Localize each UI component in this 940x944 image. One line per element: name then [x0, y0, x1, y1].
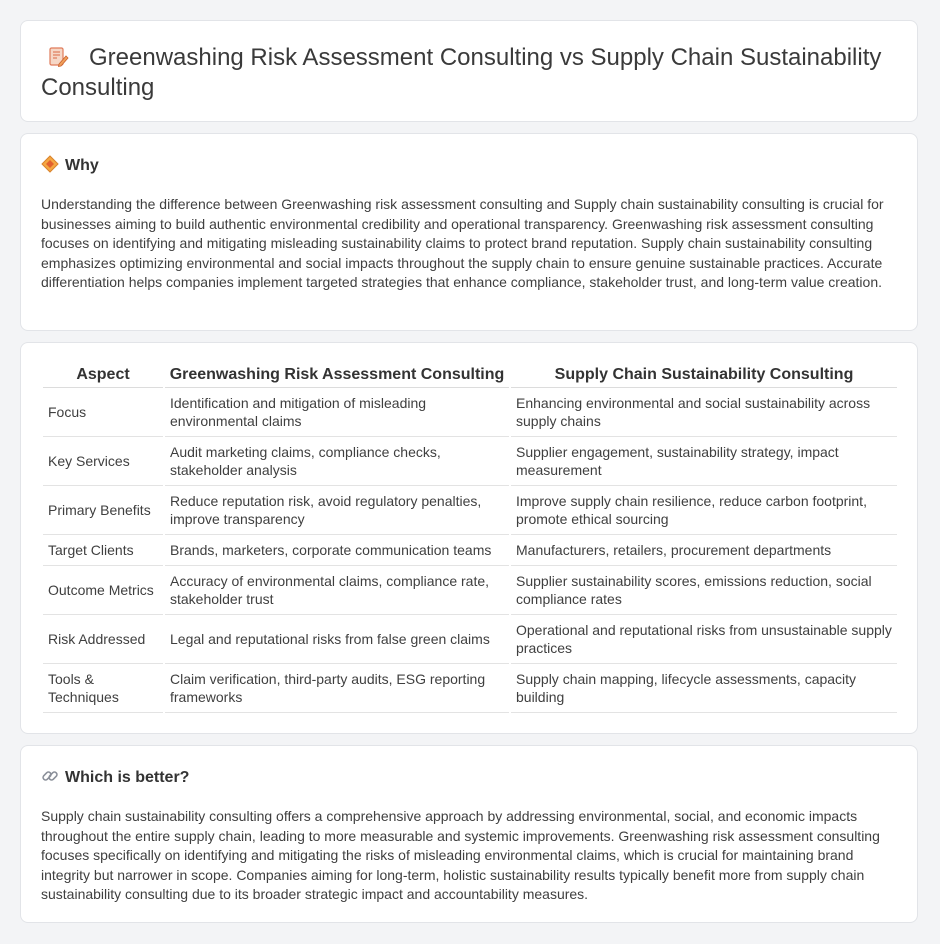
table-row	[43, 615, 897, 664]
table-row	[43, 535, 897, 566]
page-title-wrap	[41, 43, 901, 103]
row-aspect: Key Services	[43, 437, 163, 486]
memo-icon	[47, 46, 69, 68]
why-card	[20, 133, 918, 331]
row-greenwashing: Identification and mitigation of misleading environmental claims	[165, 388, 509, 437]
row-aspect: Target Clients	[43, 535, 163, 566]
which-better-card	[20, 745, 918, 923]
header-supply-chain: Supply Chain Sustainability Consulting	[511, 363, 897, 388]
row-greenwashing: Legal and reputational risks from false green claims	[165, 615, 509, 664]
row-greenwashing: Claim verification, third-party audits, ESG reporting frameworks	[165, 664, 509, 713]
page-title: Greenwashing Risk Assessment Consulting vs Supply Chain Sustainability Consulting	[41, 44, 882, 101]
table-header-row	[43, 363, 897, 388]
row-supply-chain: Manufacturers, retailers, procurement departments	[511, 535, 897, 566]
table-row	[43, 388, 897, 437]
why-heading	[41, 155, 99, 176]
row-supply-chain: Supplier engagement, sustainability strategy, impact measurement	[511, 437, 897, 486]
table-row	[43, 566, 897, 615]
row-aspect: Risk Addressed	[43, 615, 163, 664]
table-row	[43, 437, 897, 486]
title-card	[20, 20, 918, 122]
row-aspect: Focus	[43, 388, 163, 437]
better-heading	[41, 767, 189, 788]
row-greenwashing: Accuracy of environmental claims, compliance rate, stakeholder trust	[165, 566, 509, 615]
why-text: Understanding the difference between Greenwashing risk assessment consulting and Supply chain sustainability consulting is crucial for businesses aiming to build authentic environmental credibility and operational transparency. Greenwashing risk assessment consulting focuses on identifying and mitigating misleading sustainability claims to protect brand reputation. Supply chain sustainability consulting emphasizes optimizing environmental and social impacts throughout the supply chain to ensure genuine sustainable practices. Accurate differentiation helps companies implement targeted strategies that enhance compliance, stakeholder trust, and long-term value creation.	[41, 196, 884, 290]
row-aspect: Tools & Techniques	[43, 664, 163, 713]
link-icon	[41, 767, 59, 785]
row-supply-chain: Enhancing environmental and social sustainability across supply chains	[511, 388, 897, 437]
row-supply-chain: Improve supply chain resilience, reduce carbon footprint, promote ethical sourcing	[511, 486, 897, 535]
row-supply-chain: Operational and reputational risks from unsustainable supply practices	[511, 615, 897, 664]
why-heading-text: Why	[65, 157, 99, 174]
row-greenwashing: Audit marketing claims, compliance checks, stakeholder analysis	[165, 437, 509, 486]
row-greenwashing: Reduce reputation risk, avoid regulatory penalties, improve transparency	[165, 486, 509, 535]
better-heading-text: Which is better?	[65, 769, 190, 786]
row-aspect: Outcome Metrics	[43, 566, 163, 615]
row-greenwashing: Brands, marketers, corporate communication teams	[165, 535, 509, 566]
better-text: Supply chain sustainability consulting offers a comprehensive approach by addressing environmental, social, and economic impacts throughout the entire supply chain, leading to more measurable and systemic improvements. Greenwashing risk assessment consulting focuses specifically on identifying and mitigating the risks of misleading environmental claims, which is crucial for maintaining brand integrity but narrower in scope. Companies aiming for long-term, holistic sustainability results typically benefit more from supply chain sustainability consulting due to its broader strategic impact and accountability measures.	[41, 808, 880, 902]
header-aspect: Aspect	[43, 363, 163, 388]
diamond-icon	[41, 155, 59, 173]
comparison-card	[20, 342, 918, 734]
header-greenwashing: Greenwashing Risk Assessment Consulting	[165, 363, 509, 388]
table-row	[43, 486, 897, 535]
row-supply-chain: Supplier sustainability scores, emissions reduction, social compliance rates	[511, 566, 897, 615]
comparison-table	[41, 363, 899, 713]
row-supply-chain: Supply chain mapping, lifecycle assessments, capacity building	[511, 664, 897, 713]
row-aspect: Primary Benefits	[43, 486, 163, 535]
table-row	[43, 664, 897, 713]
